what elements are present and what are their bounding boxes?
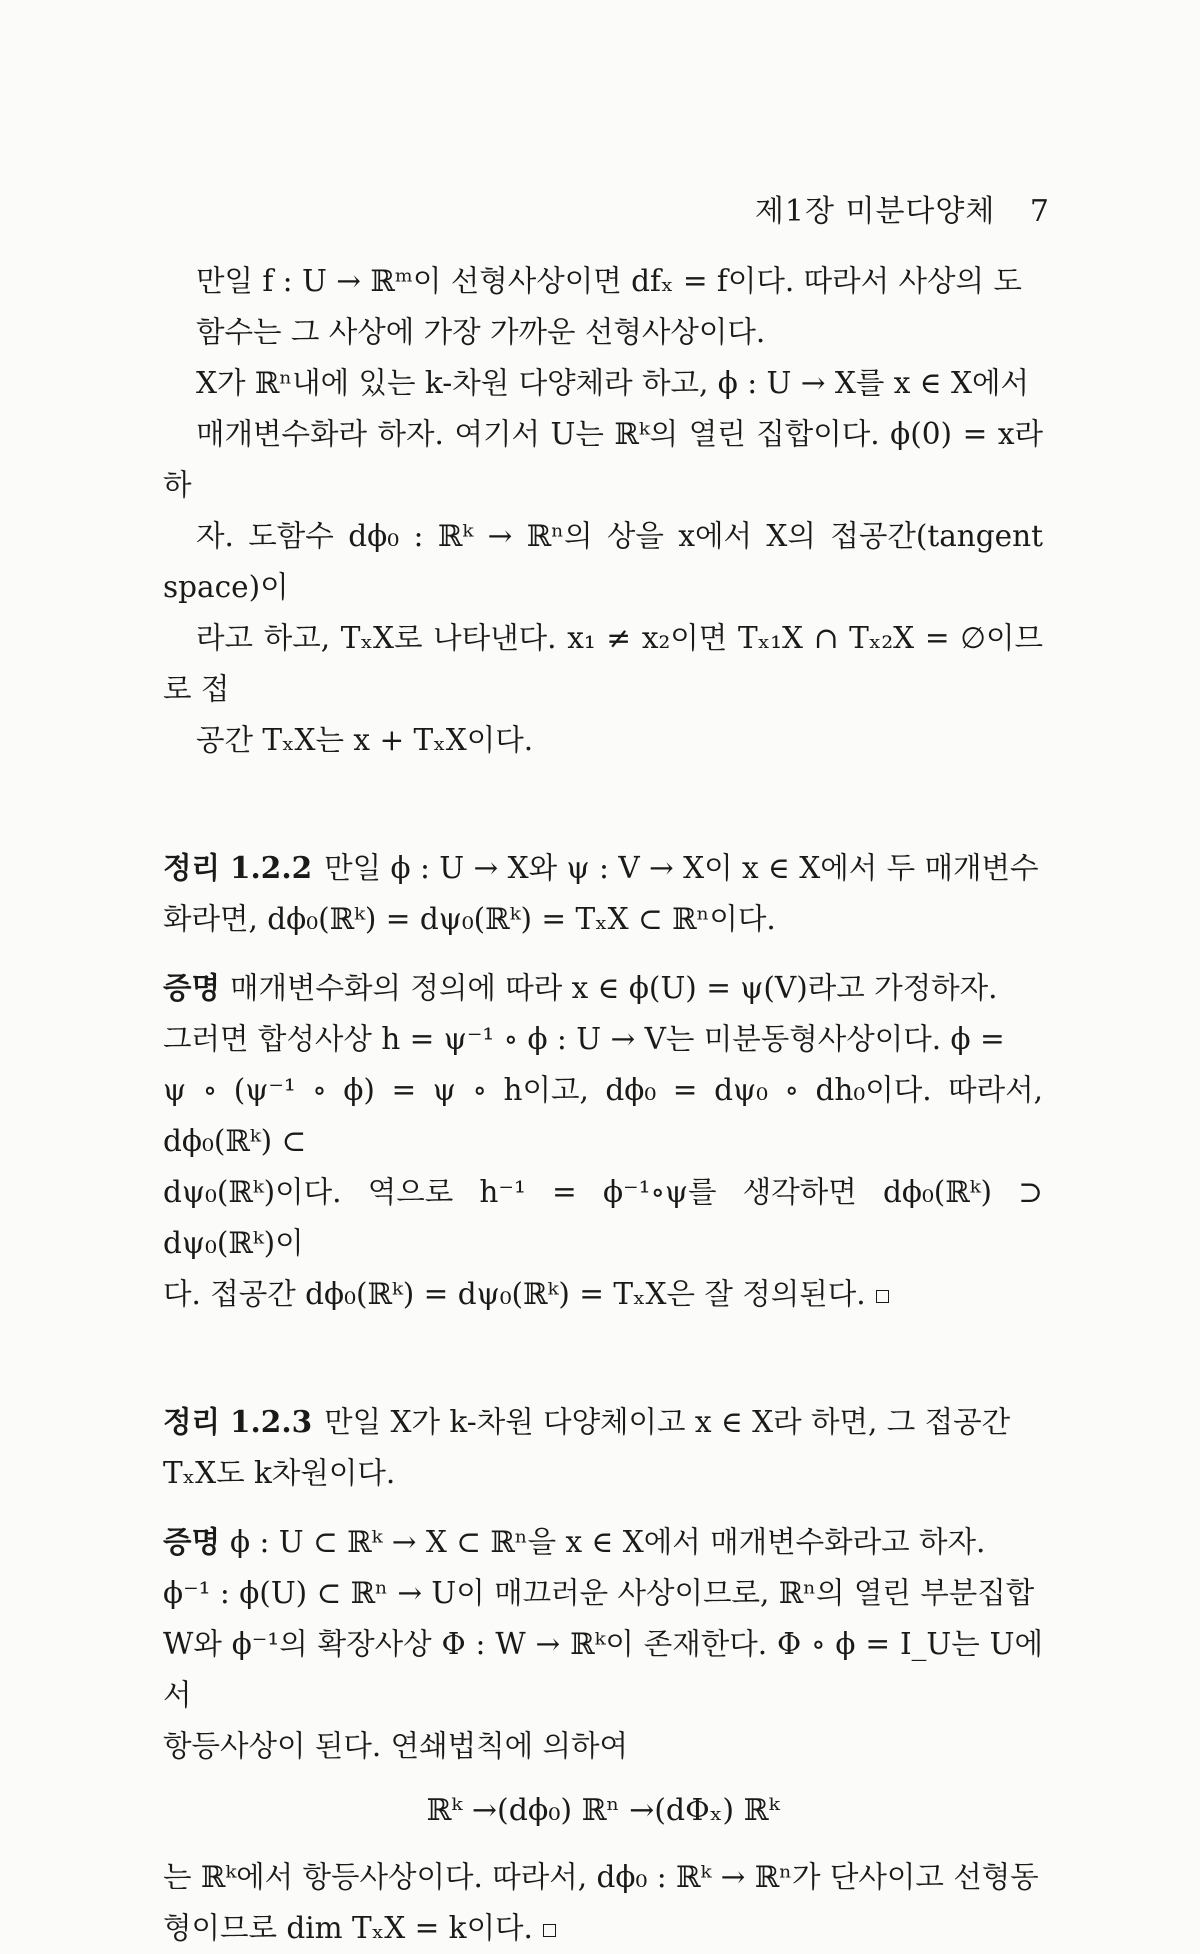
text-line (163, 1517, 1043, 1568)
text-line: 라고 하고, TₓX로 나타낸다. x₁ ≠ x₂이면 Tₓ₁X ∩ Tₓ₂X = ∅이므로 접 (163, 621, 1043, 706)
text-line: 는 ℝᵏ에서 항등사상이다. 따라서, dϕ₀ : ℝᵏ → ℝⁿ가 단사이고 선형동 (163, 1860, 1039, 1894)
text-line: 공간 TₓX는 x + TₓX이다. (196, 723, 534, 757)
chapter-title: 제1장 미분다양체 (754, 194, 996, 229)
text-line: 자. 도함수 dϕ₀ : ℝᵏ → ℝⁿ의 상을 x에서 X의 접공간(tangent space)이 (163, 519, 1043, 604)
proof-text: ϕ : U ⊂ ℝᵏ → X ⊂ ℝⁿ을 x ∈ X에서 매개변수화라고 하자. (230, 1525, 986, 1559)
text-line (163, 1269, 1043, 1320)
proof-label: 증명 (163, 971, 220, 1005)
proof-1-2-3 (163, 1517, 1043, 1954)
text-line: 그러면 합성사상 h = ψ⁻¹ ∘ ϕ : U → V는 미분동형사상이다. ϕ = (163, 1022, 1005, 1056)
text-line: 화라면, dϕ₀(ℝᵏ) = dψ₀(ℝᵏ) = TₓX ⊂ ℝⁿ이다. (163, 902, 776, 936)
text-line: X가 ℝⁿ내에 있는 k-차원 다양체라 하고, ϕ : U → X를 x ∈ X에서 (196, 366, 1029, 400)
text-line: 만일 f : U → ℝᵐ이 선형사상이면 dfₓ = f이다. 따라서 사상의 도 (196, 264, 1022, 298)
text-line: W와 ϕ⁻¹의 확장사상 Φ : W → ℝᵏ이 존재한다. Φ ∘ ϕ = I_U는 U에서 (163, 1627, 1043, 1712)
text-line: ψ ∘ (ψ⁻¹ ∘ ϕ) = ψ ∘ h이고, dϕ₀ = dψ₀ ∘ dh₀이다. 따라서, dϕ₀(ℝᵏ) ⊂ (163, 1073, 1043, 1158)
text-line: dψ₀(ℝᵏ)이다. 역으로 h⁻¹ = ϕ⁻¹∘ψ를 생각하면 dϕ₀(ℝᵏ) ⊃ dψ₀(ℝᵏ)이 (163, 1175, 1043, 1260)
page-body (163, 256, 1043, 1954)
text-line: 함수는 그 사상에 가장 가까운 선형사상이다. (196, 315, 766, 349)
theorem-text: 만일 X가 k-차원 다양체이고 x ∈ X라 하면, 그 접공간 (324, 1405, 1011, 1439)
page-number: 7 (1029, 194, 1050, 229)
text-line: 항등사상이 된다. 연쇄법칙에 의하여 (163, 1729, 628, 1763)
proof-text: 매개변수화의 정의에 따라 x ∈ ϕ(U) = ψ(V)라고 가정하자. (230, 971, 998, 1005)
theorem-label: 정리 (163, 1405, 220, 1439)
text-line: ϕ⁻¹ : ϕ(U) ⊂ ℝⁿ → U이 매끄러운 사상이므로, ℝⁿ의 열린 부분집합 (163, 1576, 1035, 1610)
text-line (163, 1396, 1043, 1448)
qed-square-icon (876, 1290, 889, 1303)
intro-paragraph-2 (163, 358, 1043, 766)
text-line (163, 1903, 1043, 1954)
qed-square-icon (543, 1924, 556, 1937)
theorem-number: 1.2.2 (230, 850, 313, 885)
text-line (163, 963, 1043, 1014)
proof-label: 증명 (163, 1525, 220, 1559)
proof-text: 형이므로 dim TₓX = k이다. (163, 1911, 533, 1945)
theorem-label: 정리 (163, 851, 220, 885)
proof-1-2-2 (163, 963, 1043, 1320)
running-header (755, 186, 1050, 230)
theorem-number: 1.2.3 (230, 1404, 313, 1439)
theorem-1-2-3 (163, 1396, 1043, 1499)
theorem-text: 만일 ϕ : U → X와 ψ : V → X이 x ∈ X에서 두 매개변수 (324, 851, 1039, 885)
text-line: TₓX도 k차원이다. (163, 1456, 396, 1490)
text-line: 매개변수화라 하자. 여기서 U는 ℝᵏ의 열린 집합이다. ϕ(0) = x라 하 (163, 417, 1043, 502)
proof-text: 다. 접공간 dϕ₀(ℝᵏ) = dψ₀(ℝᵏ) = TₓX은 잘 정의된다. (163, 1277, 866, 1311)
text-line (163, 842, 1043, 894)
theorem-1-2-2 (163, 842, 1043, 945)
intro-paragraph-1 (163, 256, 1043, 358)
display-equation: ℝᵏ →(dϕ₀) ℝⁿ →(dΦₓ) ℝᵏ (426, 1793, 780, 1828)
